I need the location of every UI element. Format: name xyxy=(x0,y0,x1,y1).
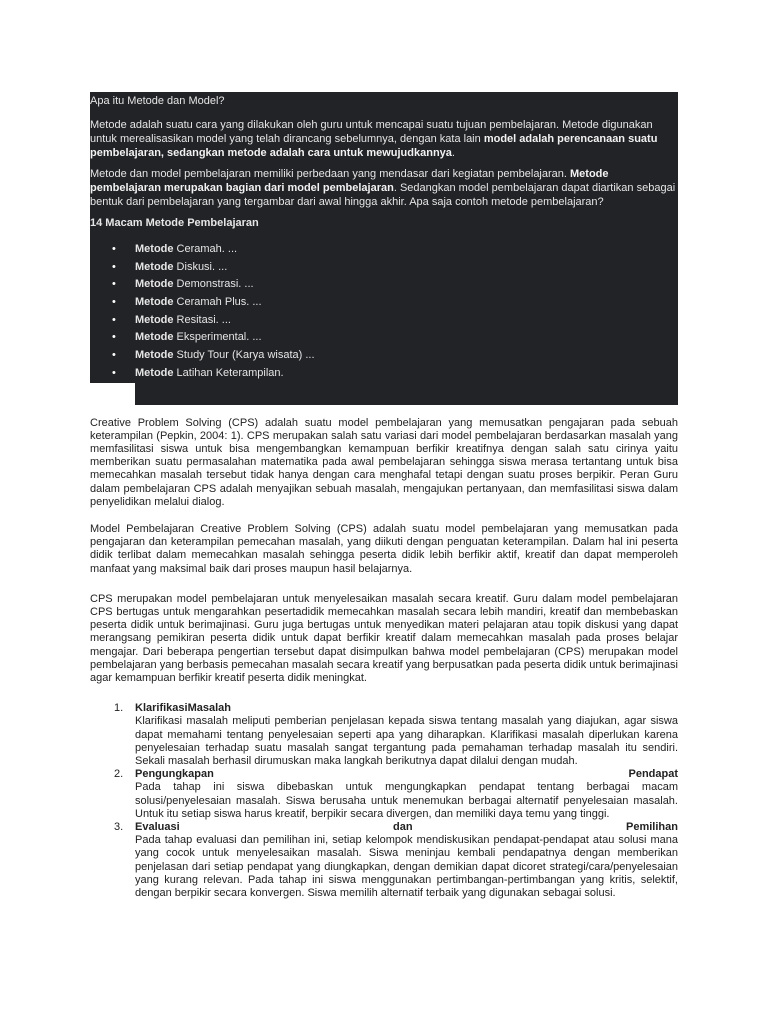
question-heading: Apa itu Metode dan Model? xyxy=(90,95,225,107)
list-item xyxy=(90,259,678,277)
step-number: 3. xyxy=(114,820,124,833)
methods-list xyxy=(90,241,678,383)
method-name: Study Tour (Karya wisata) ... xyxy=(173,349,315,362)
cps-steps-list xyxy=(90,702,678,900)
method-name: Ceramah Plus. ... xyxy=(173,296,262,309)
block-notch xyxy=(90,383,135,405)
step-title xyxy=(135,768,678,781)
method-name: Resitasi. ... xyxy=(173,313,231,326)
difference-end: . Sedangkan model pembelajaran dapat diartikan sebagai bentuk dari pembelajaran yang tergambar dari awal hingga akhir. Apa saja contoh metode pembelajaran? xyxy=(90,182,676,208)
method-definition-bold: model adalah perencanaan suatu pembelajaran, sedangkan metode adalah cara untuk mewujudkannya xyxy=(90,133,658,159)
document-page xyxy=(90,92,678,900)
step-description: Klarifikasi masalah meliputi pemberian penjelasan kepada siswa tentang masalah yang diajukan, agar siswa dapat memahami tentang penyelesaian seperti apa yang diharapkan. Klarifikasi masalah diperlukan karena penyelesaian terhadap suatu masalah sangat tergantung pada pemahaman terhadap masalah itu sendiri. Sekali masalah berhasil dirumuskan maka langkah berikutnya dapat dilalui dengan mudah. xyxy=(135,715,678,767)
method-word: Metode xyxy=(135,331,174,344)
step-number: 2. xyxy=(114,768,124,781)
method-definition-text: Metode adalah suatu cara yang dilakukan oleh guru untuk mencapai suatu tujuan pembelajaran. Metode digunakan untuk merealisasikan model yang telah dirancang sebelumnya, dengan kata lain xyxy=(90,119,653,145)
step-item xyxy=(90,702,678,768)
cps-definition-paragraph: Creative Problem Solving (CPS) adalah suatu model pembelajaran yang memusatkan pengajaran pada sebuah keterampilan (Pepkin, 2004: 1). CPS merupakan salah satu variasi dari model pembelajaran berdasarkan masalah yang memfasilitasi siswa untuk bisa mengembangkan kemampuan berfikir kreatifnya dengan salah satu cirinya yaitu memberikan suatu permasalahan matematika pada awal pembelajaran sehingga siswa merasa tertantang untuk bisa memecahkan masalah tersebut tidak hanya dengan cara menghafal tetapi dengan suatu proses berpikir. Peran Guru dalam pembelajaran CPS adalah menyajikan sebuah masalah, mengajukan pertanyaan, dan memfasilitasi siswa dalam penyelidikan melalui dialog. xyxy=(90,416,678,508)
method-word: Metode xyxy=(135,260,174,273)
method-definition-end: . xyxy=(451,147,455,159)
cps-model-paragraph: Model Pembelajaran Creative Problem Solving (CPS) adalah suatu model pembelajaran yang memusatkan pada pengajaran dan keterampilan pemecahan masalah, yang diikuti dengan penguatan keterampilan. Dalam hal ini peserta didik terlibat dalam memecahkan masalah sehingga peserta didik lebih berfikir aktif, kreatif dan dapat memperoleh manfaat yang maksimal baik dari proses maupun hasil belajarnya. xyxy=(90,522,678,575)
list-item xyxy=(90,365,678,383)
method-name: Eksperimental. ... xyxy=(173,331,262,344)
article-body xyxy=(90,417,678,686)
difference-bold: Metode pembelajaran merupakan bagian dari model pembelajaran xyxy=(90,168,609,194)
step-title-word: Evaluasi xyxy=(135,820,180,833)
step-title xyxy=(135,821,678,834)
bullet-icon: • xyxy=(112,243,116,255)
list-item xyxy=(90,312,678,330)
method-name: Diskusi. ... xyxy=(173,260,228,273)
list-item xyxy=(90,329,678,347)
bullet-icon: • xyxy=(112,366,116,379)
dark-highlight-block xyxy=(90,92,678,405)
bullet-icon: • xyxy=(112,260,116,273)
list-tail-spacer xyxy=(90,383,678,405)
list-item xyxy=(90,294,678,312)
step-item xyxy=(90,768,678,821)
step-title-word: Pendapat xyxy=(628,768,678,781)
list-item xyxy=(90,276,678,294)
step-number: 1. xyxy=(114,702,124,715)
step-description: Pada tahap ini siswa dibebaskan untuk mengungkapkan pendapat tentang berbagai macam solusi/penyelesaian masalah. Siswa berusaha untuk menemukan berbagai alternatif penyelesaian masalah. Untuk itu setiap siswa harus kreatif, berpikir secara divergen, dan memiliki daya temu yang tinggi. xyxy=(135,781,678,820)
step-description: Pada tahap evaluasi dan pemilihan ini, setiap kelompok mendiskusikan pendapat-pendapat atau solusi mana yang cocok untuk menyelesaikan masalah. Siswa meninjau kembali pendapatnya dengan memberikan penjelasan dari setiap pendapat yang diungkapkan, dengan demikian dapat dicoret strategi/cara/penyelesaian yang kurang relevan. Pada tahap ini siswa menggunakan pertimbangan-pertimbangan yang kritis, selektif, dengan berpikir secara konvergen. Siswa memilih alternatif terbaik yang digunakan sebagai solusi. xyxy=(135,834,678,899)
method-definition-paragraph xyxy=(90,118,678,160)
method-word: Metode xyxy=(135,296,174,309)
difference-text: Metode dan model pembelajaran memiliki perbedaan yang mendasar dari kegiatan pembelajaran. xyxy=(90,168,571,180)
list-item xyxy=(90,241,678,259)
method-word: Metode xyxy=(135,243,174,255)
bullet-icon: • xyxy=(112,296,116,309)
method-name: Latihan Keterampilan. xyxy=(173,366,284,379)
method-name: Demonstrasi. ... xyxy=(173,278,254,291)
bullet-icon: • xyxy=(112,278,116,291)
list-item xyxy=(90,347,678,365)
step-title: KlarifikasiMasalah xyxy=(135,702,231,715)
step-title-word: Pemilihan xyxy=(626,820,678,833)
methods-list-heading: 14 Macam Metode Pembelajaran xyxy=(90,217,259,229)
method-name: Ceramah. ... xyxy=(173,243,238,255)
cps-role-paragraph: CPS merupakan model pembelajaran untuk menyelesaikan masalah secara kreatif. Guru dalam model pembelajaran CPS bertugas untuk mengarahkan pesertadidik memecahkan masalah secara lebih mandiri, kreatif dan membebaskan peserta didik untuk berimajinasi. Guru juga bertugas untuk menyedikan materi pelajaran atau topik diskusi yang dapat merangsang pemikiran peserta didik untuk dapat berfikir kreatif dalam memecahkan masalah pada proses belajar mengajar. Dari beberapa pengertian tersebut dapat disimpulkan bahwa model pembelajaran (CPS) merupakan model pembelajaran yang berbasis pemecahan masalah secara kreatif yang berpusatkan pada peserta didik untuk berimajinasi agar kemampuan berfikir kreatif peserta didik meningkat. xyxy=(90,592,678,684)
method-word: Metode xyxy=(135,366,174,379)
step-title-word: dan xyxy=(393,820,413,833)
bullet-icon: • xyxy=(112,349,116,362)
bullet-icon: • xyxy=(112,331,116,344)
step-title-word: Pengungkapan xyxy=(135,768,214,781)
method-word: Metode xyxy=(135,313,174,326)
method-word: Metode xyxy=(135,278,174,291)
bullet-icon: • xyxy=(112,313,116,326)
method-word: Metode xyxy=(135,349,174,362)
step-item xyxy=(90,821,678,900)
method-model-difference-paragraph xyxy=(90,167,678,209)
